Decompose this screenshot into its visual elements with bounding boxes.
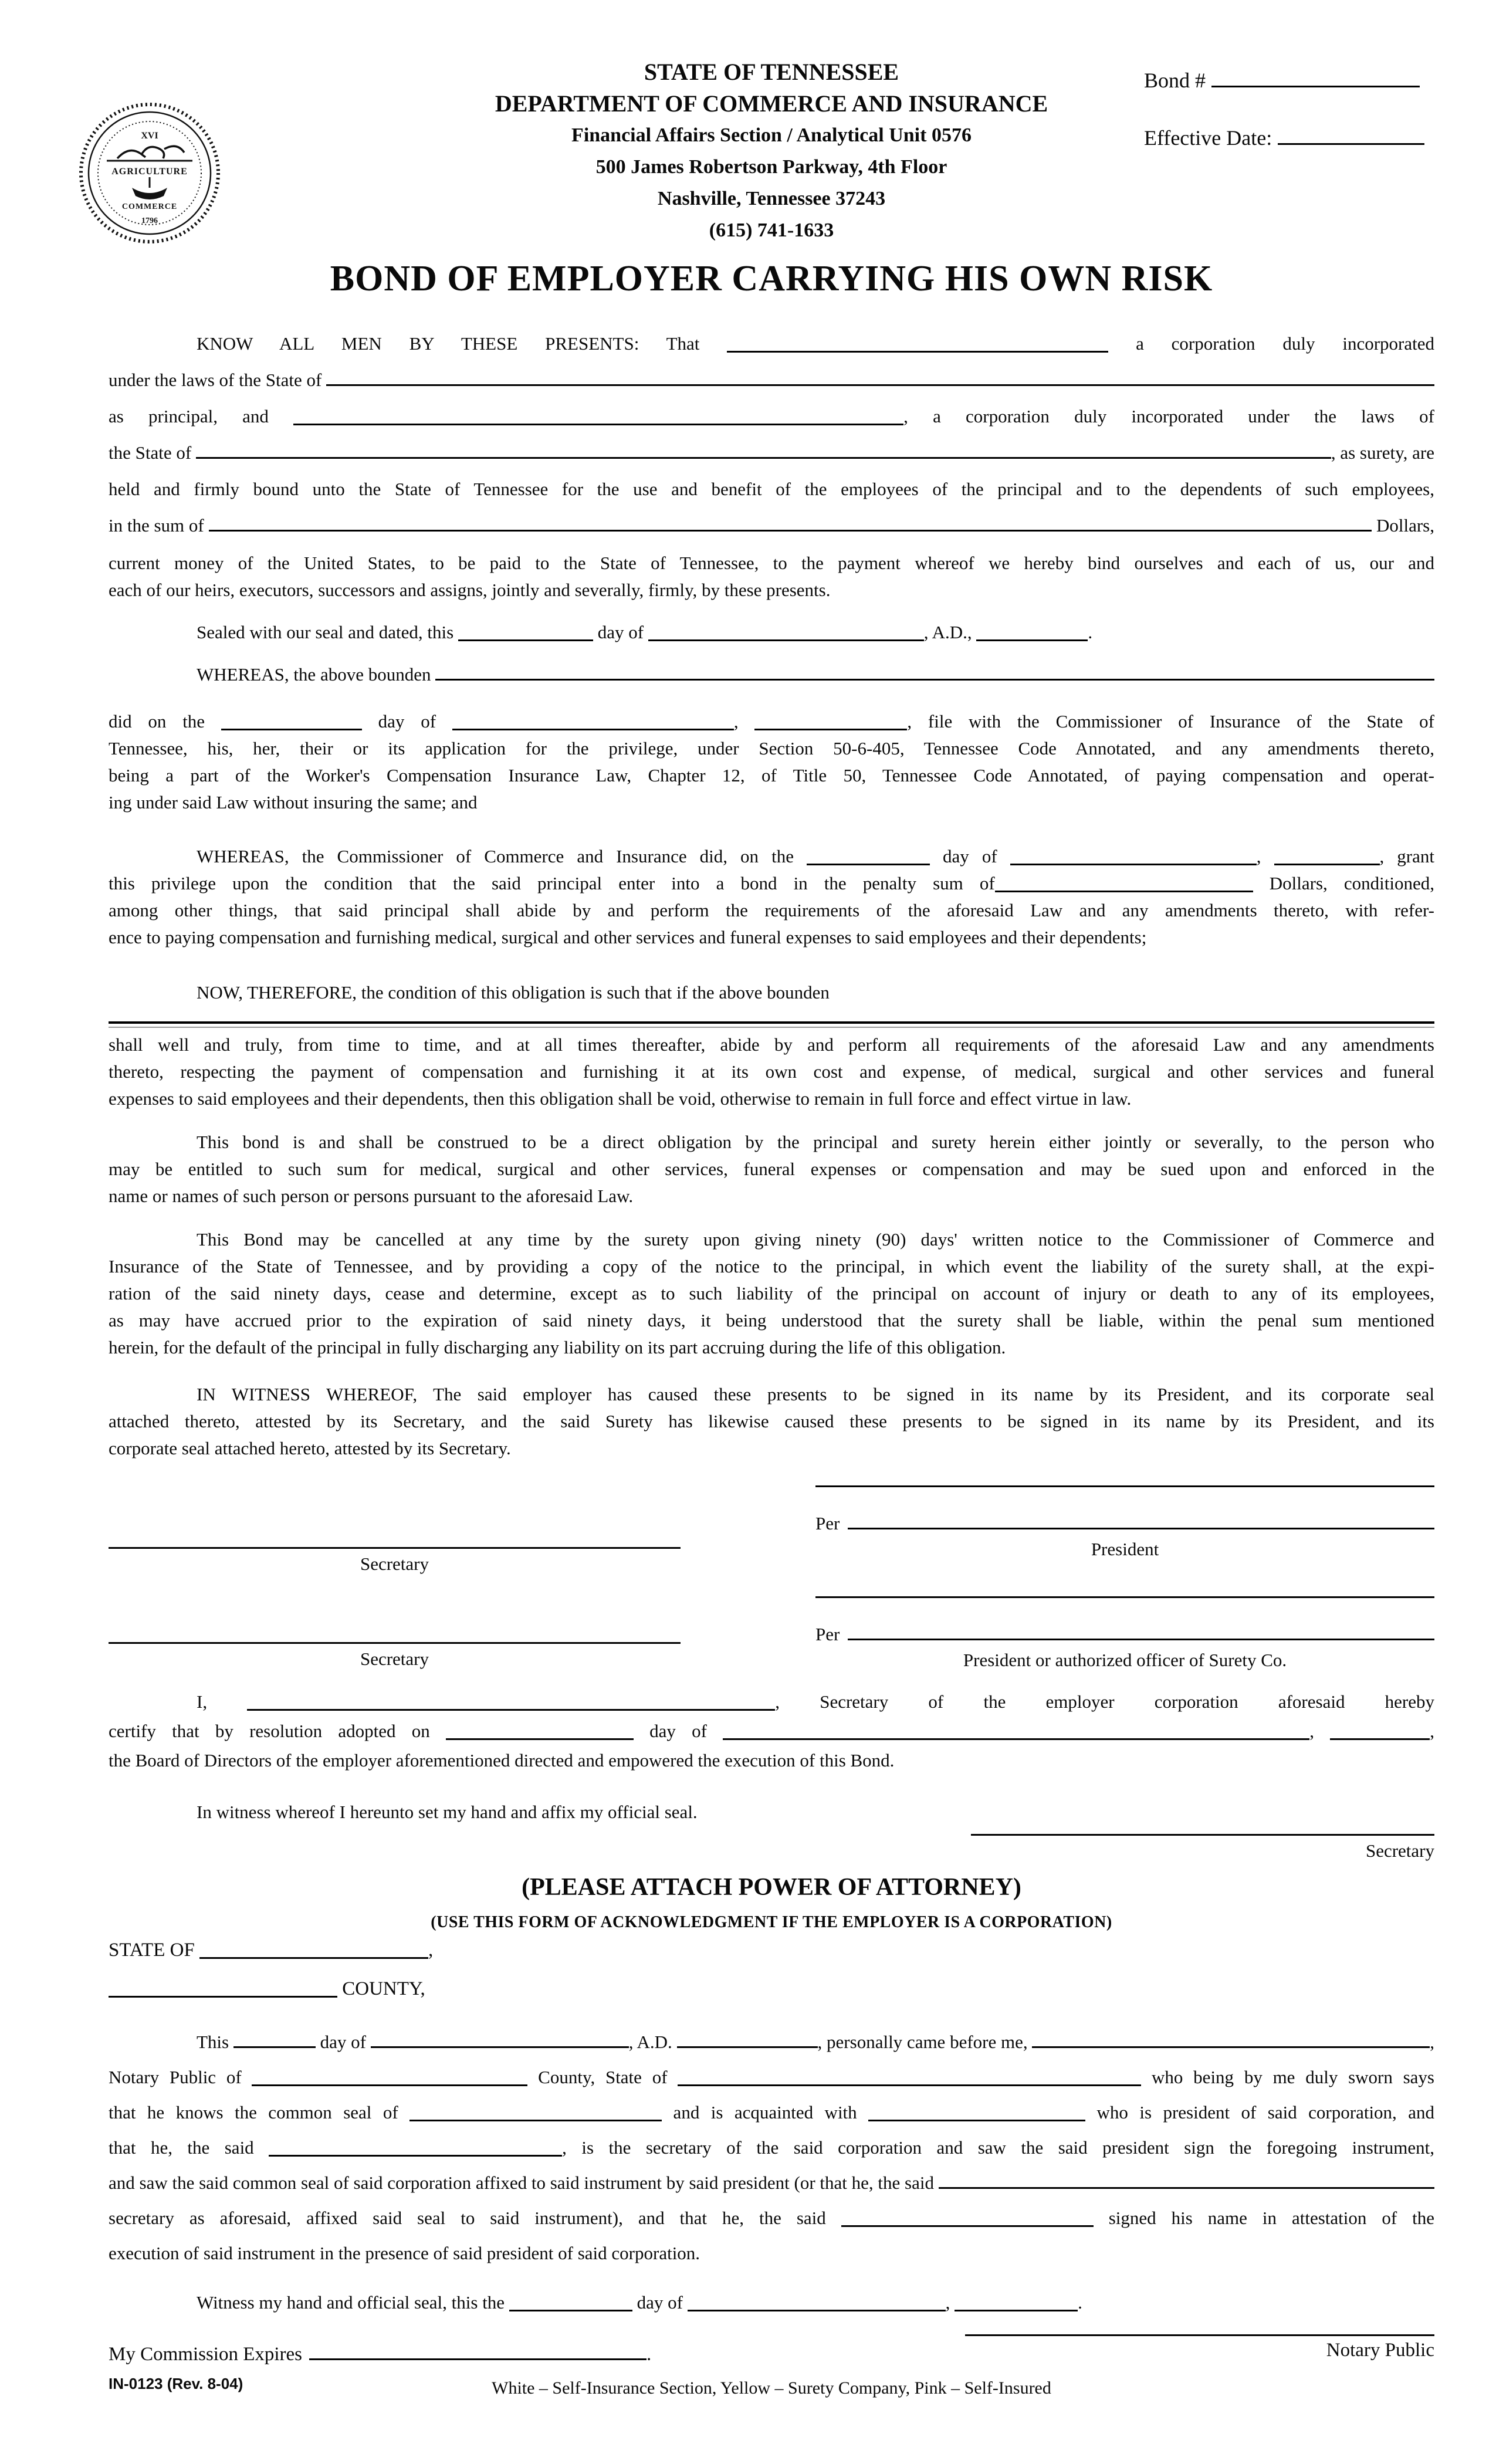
text-run: IN WITNESS WHEREOF, The said employer has caused these presents to be signed in its name by its President, and its corporate seal xyxy=(197,1384,1434,1404)
text-run: , xyxy=(428,1940,434,1961)
effective-date-label: Effective Date: xyxy=(1144,126,1272,150)
form-line xyxy=(109,1085,1434,1112)
text-run: day of xyxy=(593,622,648,642)
page-title: BOND OF EMPLOYER CARRYING HIS OWN RISK xyxy=(330,259,1213,299)
power-of-attorney-note: (PLEASE ATTACH POWER OF ATTORNEY) xyxy=(522,1874,1021,1901)
form-line xyxy=(109,1381,1434,1408)
form-line xyxy=(109,1156,1434,1183)
form-line xyxy=(109,1717,1434,1746)
paragraph xyxy=(109,979,1434,1006)
blank-field xyxy=(196,456,1331,459)
blank-field xyxy=(371,2045,629,2048)
text-run: , is the secretary of the said corporation and saw the said president sign the foregoing instrument, xyxy=(562,2137,1434,2158)
text-run: , xyxy=(733,711,755,732)
notary-acknowledgment xyxy=(109,1932,1434,2320)
paragraph xyxy=(109,1799,1434,1826)
text-run: In witness whereof I hereunto set my hand and affix my official seal. xyxy=(197,1802,698,1822)
text-run: . xyxy=(1078,2292,1082,2313)
notary-public-block xyxy=(965,2334,1434,2361)
text-run: signed his name in attestation of the xyxy=(1093,2208,1434,2228)
copy-distribution-note: White – Self-Insurance Section, Yellow – Surety Company, Pink – Self-Insured xyxy=(492,2378,1051,2398)
form-line xyxy=(109,2025,1434,2060)
form-line xyxy=(109,2236,1434,2271)
text-run: execution of said instrument in the presence of said president of said corporation. xyxy=(109,2243,700,2263)
paragraph xyxy=(109,1932,1434,1968)
text-run: KNOW ALL MEN BY THESE PRESENTS: That xyxy=(197,333,727,354)
form-line xyxy=(109,1971,1434,2007)
blank-field xyxy=(807,862,930,865)
text-run: This xyxy=(197,2032,233,2052)
form-line xyxy=(109,398,1434,435)
form-line xyxy=(109,762,1434,789)
blank-field xyxy=(976,638,1088,641)
acknowledgment-note: (USE THIS FORM OF ACKNOWLEDGMENT IF THE EMPLOYER IS A CORPORATION) xyxy=(431,1913,1112,1931)
text-run: Insurance of the State of Tennessee, and by providing a copy of the notice to the principal, in which event the liability of the surety shall, at the expi- xyxy=(109,1256,1434,1277)
text-run: I, xyxy=(197,1691,248,1712)
text-run: , as surety, are xyxy=(1331,442,1434,463)
text-run: , A.D. xyxy=(628,2032,677,2052)
blank-field xyxy=(955,2309,1078,2311)
text-run: day of xyxy=(930,846,1010,867)
text-run: a corporation duly incorporated xyxy=(1108,333,1434,354)
blank-field xyxy=(269,2154,562,2157)
per-signature-row xyxy=(815,1513,1434,1534)
text-run: in the sum of xyxy=(109,515,209,536)
blank-field xyxy=(199,1956,428,1959)
text-run: , xyxy=(1309,1721,1331,1741)
text-run: did on the xyxy=(109,711,221,732)
text-run: WHEREAS, the above bounden xyxy=(197,664,436,685)
text-run: This bond is and shall be construed to be a direct obligation by the principal and surety herein either jointly or severally, to the person who xyxy=(197,1132,1434,1152)
blank-field xyxy=(409,2118,662,2121)
text-run: Sealed with our seal and dated, this xyxy=(197,622,458,642)
commission-expires-label: My Commission Expires xyxy=(109,2344,303,2365)
text-run: among other things, that said principal shall abide by and perform the requirements of the aforesaid Law and any amendments thereto, with refer- xyxy=(109,900,1434,920)
blank-field xyxy=(326,383,1434,386)
footer-meta-row xyxy=(109,2367,1434,2402)
per-label: Per xyxy=(815,1624,840,1644)
text-run: day of xyxy=(632,2292,688,2313)
form-line xyxy=(109,2165,1434,2201)
surety-officer-signature-line xyxy=(848,1637,1434,1640)
blank-field xyxy=(233,2045,316,2048)
per-signature-row xyxy=(815,1624,1434,1645)
text-run: , personally came before me, xyxy=(817,2032,1033,2052)
paragraph xyxy=(109,1687,1434,1775)
form-line xyxy=(109,1307,1434,1334)
text-run: NOW, THEREFORE, the condition of this obligation is such that if the above bounden xyxy=(197,982,830,1003)
commission-expires-block xyxy=(109,2334,651,2365)
form-line xyxy=(109,471,1434,507)
form-line xyxy=(109,362,1434,398)
text-run: name or names of such person or persons pursuant to the aforesaid Law. xyxy=(109,1186,634,1206)
president-signature-line xyxy=(848,1527,1434,1529)
blank-field xyxy=(841,2224,1094,2227)
text-run: . xyxy=(1088,622,1093,642)
form-line xyxy=(109,1129,1434,1156)
blank-field xyxy=(109,1995,337,1998)
effective-date-blank xyxy=(1278,142,1424,145)
blank-field xyxy=(209,529,1372,532)
notary-public-label: Notary Public xyxy=(1326,2340,1434,2361)
blank-field xyxy=(727,350,1108,353)
form-line xyxy=(109,2130,1434,2165)
paragraph xyxy=(109,550,1434,604)
form-line xyxy=(109,843,1434,870)
form-line xyxy=(109,577,1434,604)
secretary-signature-label: Secretary xyxy=(360,1553,429,1574)
section-rule xyxy=(109,1021,1434,1028)
form-line xyxy=(109,619,1434,646)
text-run: Dollars, xyxy=(1372,515,1434,536)
blank-field xyxy=(1032,2045,1430,2048)
form-line xyxy=(109,789,1434,816)
form-line xyxy=(109,1435,1434,1462)
blank-field xyxy=(648,638,924,641)
text-run: shall well and truly, from time to time, and at all times thereafter, abide by and perform all requirements of the aforesaid Law and any amendments xyxy=(109,1034,1434,1055)
text-run: STATE OF xyxy=(109,1940,200,1961)
blank-field xyxy=(221,727,362,730)
text-run: ence to paying compensation and furnishing medical, surgical and other services and funeral expenses to said employees and their dependents; xyxy=(109,927,1147,947)
blank-field xyxy=(754,727,907,730)
text-run: day of xyxy=(633,1721,723,1741)
text-run: this privilege upon the condition that the said principal enter into a bond in the penalty sum of xyxy=(109,873,995,893)
blank-field xyxy=(247,1708,775,1711)
surety-officer-signature-label: President or authorized officer of Surety Co. xyxy=(963,1650,1287,1670)
form-line xyxy=(109,2060,1434,2095)
paragraph xyxy=(109,2285,1434,2320)
text-run: may be entitled to such sum for medical, surgical and other services, funeral expenses or compensation and may be sued upon and enforced in the xyxy=(109,1159,1434,1179)
president-signature-label: President xyxy=(1091,1539,1159,1559)
form-line xyxy=(109,1687,1434,1717)
text-run: Tennessee, his, her, their or its application for the privilege, under Section 50-6-405, Tennessee Code Annotated, and any amendments thereto, xyxy=(109,738,1434,759)
seal-commerce-label: COMMERCE xyxy=(121,202,178,211)
text-run: ing under said Law without insuring the same; and xyxy=(109,792,478,813)
form-header xyxy=(109,56,1434,246)
blank-field xyxy=(435,678,1434,681)
text-run: as may have accrued prior to the expiration of said ninety days, it being understood that the surety shall be liable, within the penal sum mentioned xyxy=(109,1310,1434,1331)
form-line xyxy=(109,924,1434,951)
president-column xyxy=(815,1485,1434,1671)
form-line xyxy=(109,2095,1434,2130)
employer-name-line xyxy=(815,1485,1434,1487)
form-line xyxy=(109,1799,1434,1826)
form-line xyxy=(109,1334,1434,1361)
text-run: expenses to said employees and their dependents, then this obligation shall be void, otherwise to remain in full force and effect virtue in law. xyxy=(109,1088,1132,1109)
employer-secretary-column xyxy=(109,1485,681,1671)
text-run: day of xyxy=(315,2032,371,2052)
text-run: , xyxy=(945,2292,955,2313)
state-seal-icon xyxy=(76,100,223,246)
agency-line: DEPARTMENT OF COMMERCE AND INSURANCE xyxy=(495,90,1048,117)
text-run: County, State of xyxy=(527,2067,678,2087)
text-run: the State of xyxy=(109,442,196,463)
text-run: Witness my hand and official seal, this the xyxy=(197,2292,509,2313)
form-line xyxy=(109,870,1434,897)
form-line xyxy=(109,1226,1434,1253)
per-label: Per xyxy=(815,1513,840,1534)
agency-line: Financial Affairs Section / Analytical Unit 0576 xyxy=(571,124,972,146)
form-line xyxy=(109,1031,1434,1058)
paragraph xyxy=(109,843,1434,951)
commission-row xyxy=(109,2334,1434,2365)
text-run: , grant xyxy=(1379,846,1435,867)
paragraph xyxy=(109,1381,1434,1462)
commission-suffix: . xyxy=(647,2344,652,2365)
blank-field xyxy=(677,2045,818,2048)
attest-secretary-block xyxy=(971,1834,1434,1861)
form-line xyxy=(109,661,1434,688)
text-run: the Board of Directors of the employer aforementioned directed and empowered the execution of this Bond. xyxy=(109,1750,895,1771)
text-run: as principal, and xyxy=(109,406,294,427)
text-run: who being by me duly sworn says xyxy=(1141,2067,1434,2087)
surety-secretary-signature-label: Secretary xyxy=(360,1649,429,1669)
agency-line: (615) 741-1633 xyxy=(709,219,834,241)
paragraph xyxy=(109,1226,1434,1361)
text-run: and saw the said common seal of said corporation affixed to said instrument by said president (or that he, the said xyxy=(109,2172,939,2193)
text-run: secretary as aforesaid, affixed said seal to said instrument), and that he, the said xyxy=(109,2208,841,2228)
blank-field xyxy=(1010,862,1257,865)
paragraph xyxy=(109,1031,1434,1112)
text-run: , xyxy=(1256,846,1274,867)
blank-field xyxy=(939,2186,1434,2189)
text-run: Notary Public of xyxy=(109,2067,252,2087)
paragraph xyxy=(109,326,1434,544)
form-line xyxy=(109,979,1434,1006)
form-line xyxy=(109,1183,1434,1210)
text-run: being a part of the Worker's Compensation Insurance Law, Chapter 12, of Title 50, Tennessee Code Annotated, of paying compensation and operat- xyxy=(109,765,1434,786)
text-run: , xyxy=(1430,2032,1434,2052)
form-line xyxy=(109,1746,1434,1775)
blank-field xyxy=(688,2309,946,2311)
text-run: herein, for the default of the principal in fully discharging any liability on its part accruing during the life of this obligation. xyxy=(109,1337,1006,1358)
signature-section xyxy=(109,1485,1434,1671)
text-run: COUNTY, xyxy=(337,1978,425,1999)
bond-number-label: Bond # xyxy=(1144,69,1206,92)
blank-field xyxy=(458,638,593,641)
text-run: ration of the said ninety days, cease and determine, except as to such liability of the principal on account of injury or death to any of its employees, xyxy=(109,1283,1434,1304)
blank-field xyxy=(446,1737,634,1740)
seal-numeral: XVI xyxy=(141,131,158,141)
text-run: certify that by resolution adopted on xyxy=(109,1721,446,1741)
form-line xyxy=(109,1058,1434,1085)
form-line xyxy=(109,2201,1434,2236)
secretary-certification xyxy=(109,1687,1434,1826)
document-body xyxy=(109,326,1434,1462)
blank-field xyxy=(678,2083,1141,2086)
text-run: , A.D., xyxy=(923,622,977,642)
text-run: thereto, respecting the payment of compensation and furnishing it at its own cost and expense, of medical, surgical and other services and funeral xyxy=(109,1061,1434,1082)
seal-year-label: 1796 xyxy=(141,216,158,225)
form-line xyxy=(109,550,1434,577)
form-line xyxy=(109,2285,1434,2320)
text-run: that he knows the common seal of xyxy=(109,2102,410,2123)
blank-field xyxy=(1274,862,1380,865)
form-line xyxy=(109,897,1434,924)
blank-field xyxy=(293,422,903,425)
text-run: under the laws of the State of xyxy=(109,370,327,390)
text-run: , a corporation duly incorporated under the laws of xyxy=(903,406,1435,427)
paragraph xyxy=(109,619,1434,646)
text-run: and is acquainted with xyxy=(662,2102,869,2123)
paragraph xyxy=(109,661,1434,688)
blank-field xyxy=(452,727,734,730)
form-line xyxy=(109,1932,1434,1968)
form-line xyxy=(109,1408,1434,1435)
attest-secretary-label: Secretary xyxy=(1365,1840,1434,1861)
paragraph xyxy=(109,1971,1434,2007)
blank-field xyxy=(1330,1737,1430,1740)
paragraph xyxy=(109,708,1434,816)
text-run: , Secretary of the employer corporation aforesaid hereby xyxy=(775,1691,1434,1712)
commission-expires-blank xyxy=(309,2357,647,2360)
text-run: , xyxy=(1430,1721,1434,1741)
surety-name-line xyxy=(815,1596,1434,1598)
text-run: that he, the said xyxy=(109,2137,269,2158)
agency-line: 500 James Robertson Parkway, 4th Floor xyxy=(595,156,947,178)
blank-field xyxy=(868,2118,1085,2121)
blank-field xyxy=(723,1737,1309,1740)
form-line xyxy=(109,1280,1434,1307)
text-run: attached thereto, attested by its Secretary, and the said Surety has likewise caused these presents to be signed in its name by its President, and its xyxy=(109,1411,1434,1431)
bond-number-blank xyxy=(1211,84,1420,87)
form-line xyxy=(109,326,1434,362)
paragraph xyxy=(109,1129,1434,1210)
text-run: This Bond may be cancelled at any time by the surety upon giving ninety (90) days' written notice to the Commissioner of Commerce and xyxy=(197,1229,1434,1250)
paragraph xyxy=(109,2025,1434,2271)
blank-field xyxy=(995,889,1253,892)
form-line xyxy=(109,735,1434,762)
bond-number-block xyxy=(1144,68,1437,150)
form-line xyxy=(109,708,1434,735)
agency-line: STATE OF TENNESSEE xyxy=(644,59,899,85)
text-run: who is president of said corporation, and xyxy=(1085,2102,1435,2123)
text-run: held and firmly bound unto the State of Tennessee for the use and benefit of the employees of the principal and to the dependents of such employees, xyxy=(109,479,1434,499)
text-run: Dollars, conditioned, xyxy=(1253,873,1434,893)
text-run: WHEREAS, the Commissioner of Commerce and Insurance did, on the xyxy=(197,846,807,867)
form-number: IN-0123 (Rev. 8-04) xyxy=(109,2375,243,2392)
form-line xyxy=(109,507,1434,544)
form-line xyxy=(109,1253,1434,1280)
form-line xyxy=(109,435,1434,471)
text-run: corporate seal attached hereto, attested by its Secretary. xyxy=(109,1438,511,1458)
text-run: current money of the United States, to be paid to the State of Tennessee, to the payment whereof we hereby bind ourselves and each of us, our and xyxy=(109,553,1434,573)
text-run: , file with the Commissioner of Insurance of the State of xyxy=(907,711,1434,732)
blank-field xyxy=(509,2309,632,2311)
seal-agriculture-label: AGRICULTURE xyxy=(111,167,188,177)
text-run: day of xyxy=(361,711,452,732)
agency-line: Nashville, Tennessee 37243 xyxy=(657,188,886,209)
text-run: each of our heirs, executors, successors and assigns, jointly and severally, firmly, by these presents. xyxy=(109,580,831,600)
blank-field xyxy=(252,2083,527,2086)
